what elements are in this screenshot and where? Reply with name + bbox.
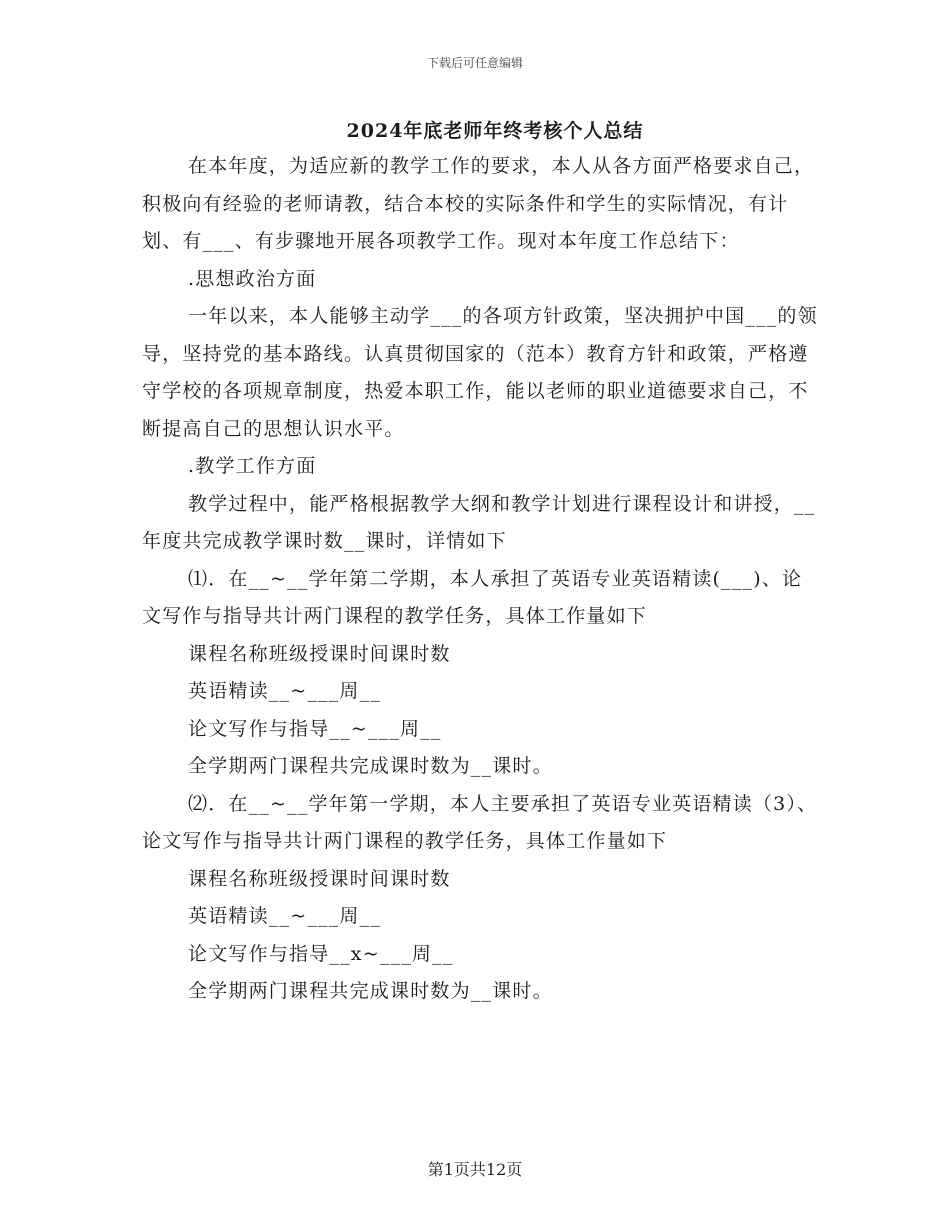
- section-heading-politics: .思想政治方面: [188, 267, 317, 290]
- course-line: 英语精读__~___周__: [188, 680, 382, 702]
- paragraph-politics: 一年以来，本人能够主动学___的各项方针政策，坚决拥护中国___的领导，坚持党的基本路线。认真贯彻国家的（范本）教育方针和政策，严格遵守学校的各项规章制度，热爱本职工作，能以老师的职业道德要求自己，不断提高自己的思想认识水平。: [142, 305, 818, 440]
- paragraph-intro: 在本年度，为适应新的教学工作的要求，本人从各方面严格要求自己，积极向有经验的老师请教，结合本校的实际条件和学生的实际情况，有计划、有___、有步骤地开展各项教学工作。现对本年度工作总结下：: [142, 155, 815, 252]
- course-line: 论文写作与指导__x~___周__: [188, 942, 454, 965]
- paragraph-semester-2: ⑴．在__~__学年第二学期，本人承担了英语专业英语精读(___)、论文写作与指导共计两门课程的教学任务，具体工作量如下: [142, 567, 803, 627]
- course-line: 英语精读__~___周__: [188, 905, 382, 927]
- paragraph-semester-1: ⑵．在__~__学年第一学期，本人主要承担了英语专业英语精读（3）、论文写作与指导共计两门课程的教学任务，具体工作量如下: [142, 792, 818, 852]
- section-heading-teaching: .教学工作方面: [188, 455, 317, 477]
- header-note: 下载后可任意编辑: [426, 56, 523, 70]
- document-body: [142, 148, 822, 1011]
- paragraph-teaching: 教学过程中，能严格根据教学大纲和教学计划进行课程设计和讲授，__年度共完成教学课时数__课时，详情如下: [142, 492, 816, 552]
- total-hours-line: 全学期两门课程共完成课时数为__课时。: [188, 755, 553, 777]
- total-hours-line: 全学期两门课程共完成课时数为__课时。: [188, 980, 553, 1002]
- table-header-line: 课程名称班级授课时间课时数: [188, 642, 451, 665]
- document-title: 2024年底老师年终考核个人总结: [346, 120, 644, 142]
- page-footer: 第1页共12页: [427, 1160, 523, 1179]
- course-line: 论文写作与指导__~___周__: [188, 717, 442, 740]
- table-header-line: 课程名称班级授课时间课时数: [188, 867, 451, 890]
